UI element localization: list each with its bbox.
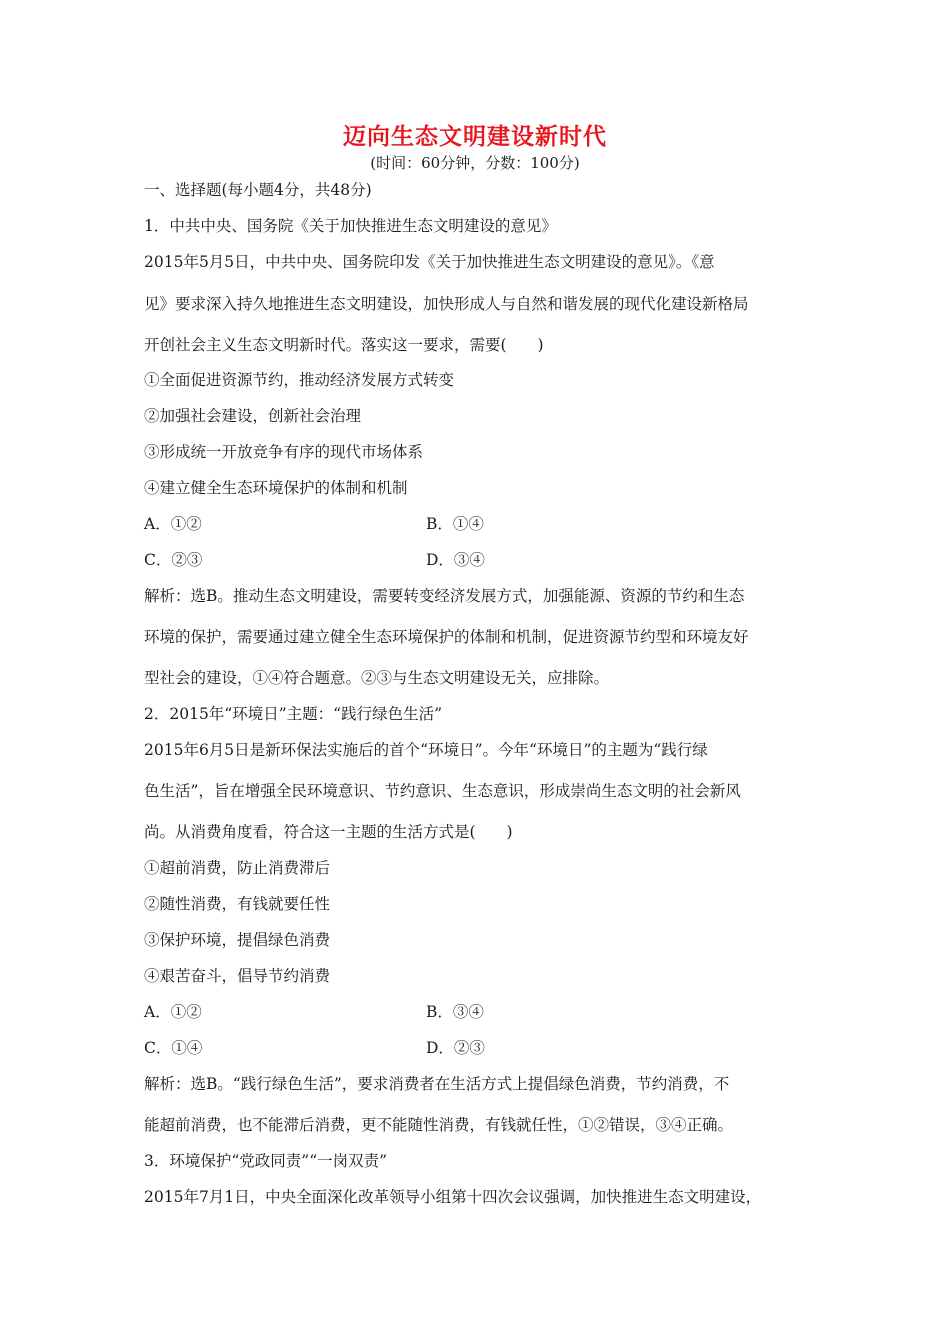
- question-1-analysis-line: 解析：选B。推动生态文明建设，需要转变经济发展方式，加强能源、资源的节约和生态: [144, 587, 745, 605]
- question-2-stem-line: 尚。从消费角度看，符合这一主题的生活方式是( ): [144, 823, 513, 841]
- question-2-option-c: C．①④: [144, 1039, 203, 1057]
- question-3-heading: 3．环境保护“党政同责”“一岗双责”: [144, 1152, 388, 1170]
- question-1-item: ①全面促进资源节约，推动经济发展方式转变: [144, 371, 455, 389]
- question-2-analysis-line: 解析：选B。“践行绿色生活”，要求消费者在生活方式上提倡绿色消费，节约消费，不: [144, 1075, 730, 1093]
- question-1-analysis-line: 型社会的建设，①④符合题意。②③与生态文明建设无关，应排除。: [144, 669, 610, 687]
- question-1-stem-line: 见》要求深入持久地推进生态文明建设，加快形成人与自然和谐发展的现代化建设新格局: [144, 295, 749, 313]
- question-2-analysis-line: 能超前消费，也不能滞后消费，更不能随性消费，有钱就任性，①②错误，③④正确。: [144, 1116, 734, 1134]
- question-1-item: ③形成统一开放竞争有序的现代市场体系: [144, 443, 424, 461]
- question-2-stem-line: 2015年6月5日是新环保法实施后的首个“环境日”。今年“环境日”的主题为“践行绿: [144, 741, 708, 759]
- question-2-item: ②随性消费，有钱就要任性: [144, 895, 331, 913]
- question-3-stem-line: 2015年7月1日，中央全面深化改革领导小组第十四次会议强调，加快推进生态文明建设，: [144, 1188, 762, 1206]
- question-2-option-a: A．①②: [144, 1003, 202, 1021]
- question-2-item: ①超前消费，防止消费滞后: [144, 859, 331, 877]
- question-1-heading: 1．中共中央、国务院《关于加快推进生态文明建设的意见》: [144, 217, 557, 235]
- question-1-option-d: D．③④: [426, 551, 485, 569]
- question-2-option-d: D．②③: [426, 1039, 485, 1057]
- question-2-option-b: B．③④: [426, 1003, 484, 1021]
- question-1-option-a: A．①②: [144, 515, 202, 533]
- page-title: 迈向生态文明建设新时代: [343, 123, 607, 150]
- question-1-stem-line: 2015年5月5日，中共中央、国务院印发《关于加快推进生态文明建设的意见》。《意: [144, 253, 715, 271]
- question-1-item: ④建立健全生态环境保护的体制和机制: [144, 479, 408, 497]
- section-heading: 一、选择题(每小题4分，共48分): [144, 181, 372, 199]
- question-1-stem-line: 开创社会主义生态文明新时代。落实这一要求，需要( ): [144, 336, 544, 354]
- question-1-analysis-line: 环境的保护，需要通过建立健全生态环境保护的体制和机制，促进资源节约型和环境友好: [144, 628, 749, 646]
- page-subtitle: (时间：60分钟，分数：100分): [370, 154, 580, 172]
- question-2-item: ④艰苦奋斗，倡导节约消费: [144, 967, 331, 985]
- question-1-item: ②加强社会建设，创新社会治理: [144, 407, 362, 425]
- question-2-heading: 2．2015年“环境日”主题：“践行绿色生活”: [144, 705, 443, 723]
- question-1-option-c: C．②③: [144, 551, 203, 569]
- question-2-stem-line: 色生活”，旨在增强全民环境意识、节约意识、生态意识，形成崇尚生态文明的社会新风: [144, 782, 741, 800]
- question-1-option-b: B．①④: [426, 515, 484, 533]
- question-2-item: ③保护环境，提倡绿色消费: [144, 931, 331, 949]
